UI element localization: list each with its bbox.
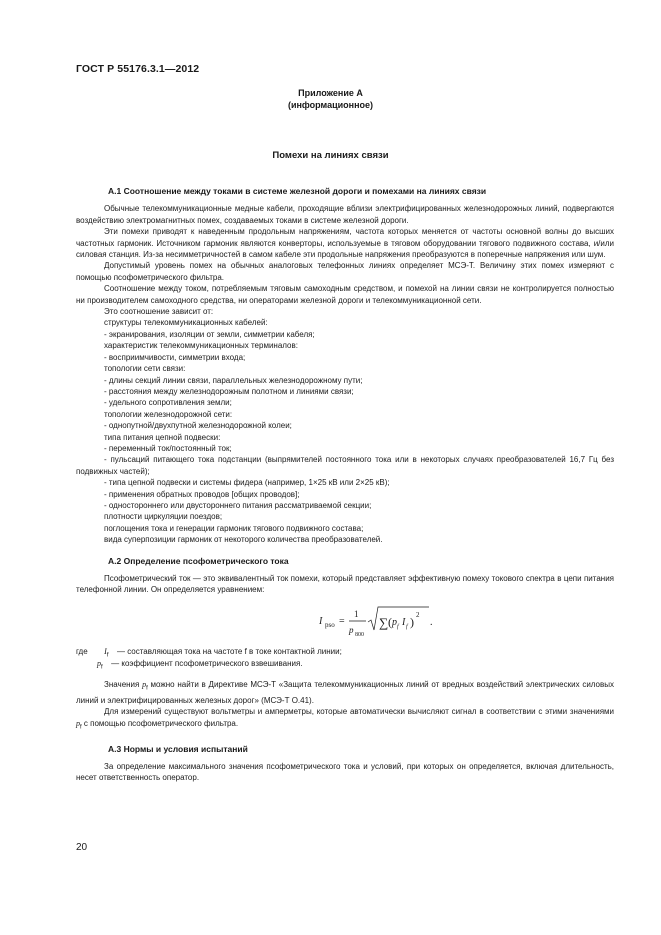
appendix-title: Помехи на линиях связи: [272, 150, 389, 161]
a1-list-line: типа питания цепной подвески:: [104, 432, 221, 442]
formula-lhs: I: [319, 615, 323, 627]
formula-current-sub: f: [406, 623, 408, 630]
a1-list-wrapped-line: - пульсаций питающего тока подстанции (выпрямителей постоянного тока или в некоторых случаях преобразователей 16,7 Гц без подвижных частей);: [76, 455, 614, 476]
section-a1-heading: А.1 Соотношение между токами в системе железной дороги и помехами на линиях связи: [108, 186, 487, 196]
formula-legend: [76, 646, 614, 672]
section-a3-heading: А.3 Нормы и условия испытаний: [108, 743, 248, 754]
legend-row-weight: [97, 658, 303, 674]
formula-paren-right: ): [410, 614, 414, 629]
a1-list-line: - переменный ток/постоянный ток;: [104, 443, 232, 453]
a1-list-line: - восприимчивости, симметрии входа;: [104, 352, 246, 362]
a1-list-line: - применения обратных проводов [общих проводов];: [104, 489, 300, 499]
formula-paren-left: (: [388, 614, 392, 629]
a1-list-line: - расстояния между железнодорожным полотном и линиями связи;: [104, 386, 354, 396]
a1-list-line: характеристик телекоммуникационных терминалов:: [104, 341, 298, 351]
standard-header: ГОСТ Р 55176.3.1—2012: [76, 63, 200, 75]
page-number: 20: [76, 842, 88, 853]
a1-list-line: - однопутной/двухпутной железнодорожной колеи;: [104, 421, 292, 431]
a1-paragraph-3: Допустимый уровень помех на обычных аналоговых телефонных линиях определяет МСЭ-Т. Величину этих помех измеряют с помощью псофометрического фильтра.: [76, 261, 614, 282]
legend-where-label: где: [76, 646, 88, 656]
a1-list-line: структуры телекоммуникационных кабелей:: [104, 318, 268, 328]
formula-equals: =: [339, 615, 345, 627]
formula-current-symbol: I: [402, 616, 406, 628]
a1-list-line: - удельного сопротивления земли;: [104, 398, 232, 408]
a2-paragraph-1: Псофометрический ток — это эквивалентный ток помехи, который представляет эффективную помеху токового спектра в цепи питания телефонной линии. Он определяется уравнением:: [76, 574, 614, 595]
legend-weight-text: — коэффициент псофометрического взвешивания.: [111, 658, 303, 668]
a1-list-line: - типа цепной подвески и системы фидера (например, 1×25 кВ или 2×25 кВ);: [104, 478, 390, 488]
appendix-line2: (информационное): [287, 99, 374, 110]
a1-list-line: вида суперпозиции гармоник от некоторого количества преобразователей.: [104, 535, 383, 545]
a1-list-line: Это соотношение зависит от:: [104, 307, 214, 317]
legend-current-symbol: I: [104, 646, 107, 656]
legend-weight-sub: f: [101, 664, 103, 671]
legend-current-text: — составляющая тока на частоте f в токе контактной линии;: [116, 646, 342, 656]
a1-list-line: - длины секций линии связи, параллельных железнодорожному пути;: [104, 375, 363, 385]
a1-paragraph-1: Обычные телекоммуникационные медные кабели, проходящие вблизи электрифицированных железнодорожных линий, подвергаются воздействию электромагнитных помех, создаваемых токами в системе железной дороги.: [76, 204, 614, 225]
a2-paragraph-3: Для измерений существуют вольтметры и амперметры, которые автоматически вычисляют сигнал в соответствии с этими значениями $p_f$ с помощью псофометрического фильтра.: [76, 707, 614, 731]
psophometric-formula: [76, 598, 614, 642]
formula-sum-sign: ∑: [379, 614, 389, 630]
a2-paragraph-2: Значения $p_f$ можно найти в Директиве МСЭ-Т «Защита телекоммуникационных линий от вредных воздействий электрических силовых линий и электрифицированных железных дорог» (МСЭ-Т О.41).: [76, 679, 614, 705]
a1-list-line: плотности циркуляции поездов;: [104, 512, 223, 522]
formula-exponent: 2: [416, 610, 420, 619]
legend-current-sub: f: [106, 652, 109, 659]
a1-list-line: - экранирования, изоляции от земли, симметрии кабеля;: [104, 329, 315, 339]
formula-end: .: [430, 616, 433, 628]
formula-denominator: p: [349, 624, 354, 635]
section-a2-heading: А.2 Определение псофометрического тока: [108, 555, 289, 566]
formula-denominator-sub: 800: [355, 631, 364, 638]
appendix-line1: Приложение А: [298, 88, 363, 98]
a1-paragraph-2: Эти помехи приводят к наведенным продольным напряжениям, частота которых меняется от частоты основной волны до высших частотных гармоник. Источником гармоник являются конверторы, используемые в тяговом оборудовании тягового подвижного состава, и/или силовая станция. Из-за несимметричностей в самом кабеле эти продольные напряжения преобразуются в поперечные напряжения или шум.: [76, 227, 614, 260]
a1-list-line: - одностороннего или двустороннего питания рассматриваемой секции;: [104, 500, 372, 510]
legend-weight-symbol: p: [97, 658, 101, 668]
appendix-label: [0, 88, 661, 111]
formula-weight-symbol: p: [392, 616, 397, 628]
formula-numerator: 1: [354, 608, 359, 619]
formula-lhs-sub: pso: [325, 620, 335, 629]
formula-graphic: [76, 598, 614, 642]
a1-list-line: топологии железнодорожной сети:: [104, 409, 233, 419]
a1-list-line: топологии сети связи:: [104, 364, 186, 374]
a3-paragraph-1: За определение максимального значения псофометрического тока и условий, при которых он определяется, включая длительность, несет ответственность оператор.: [76, 762, 614, 783]
document-body: [76, 186, 614, 784]
formula-weight-sub: f: [397, 623, 399, 630]
a1-list-line: поглощения тока и генерации гармоник тягового подвижного состава;: [104, 523, 364, 533]
a1-paragraph-4: Соотношение между током, потребляемым тяговым самоходным средством, и помехой на линии связи не контролируется полностью ни производителем самоходного средства, ни операторами железной дороги и телекоммуникационной сети.: [76, 284, 614, 305]
